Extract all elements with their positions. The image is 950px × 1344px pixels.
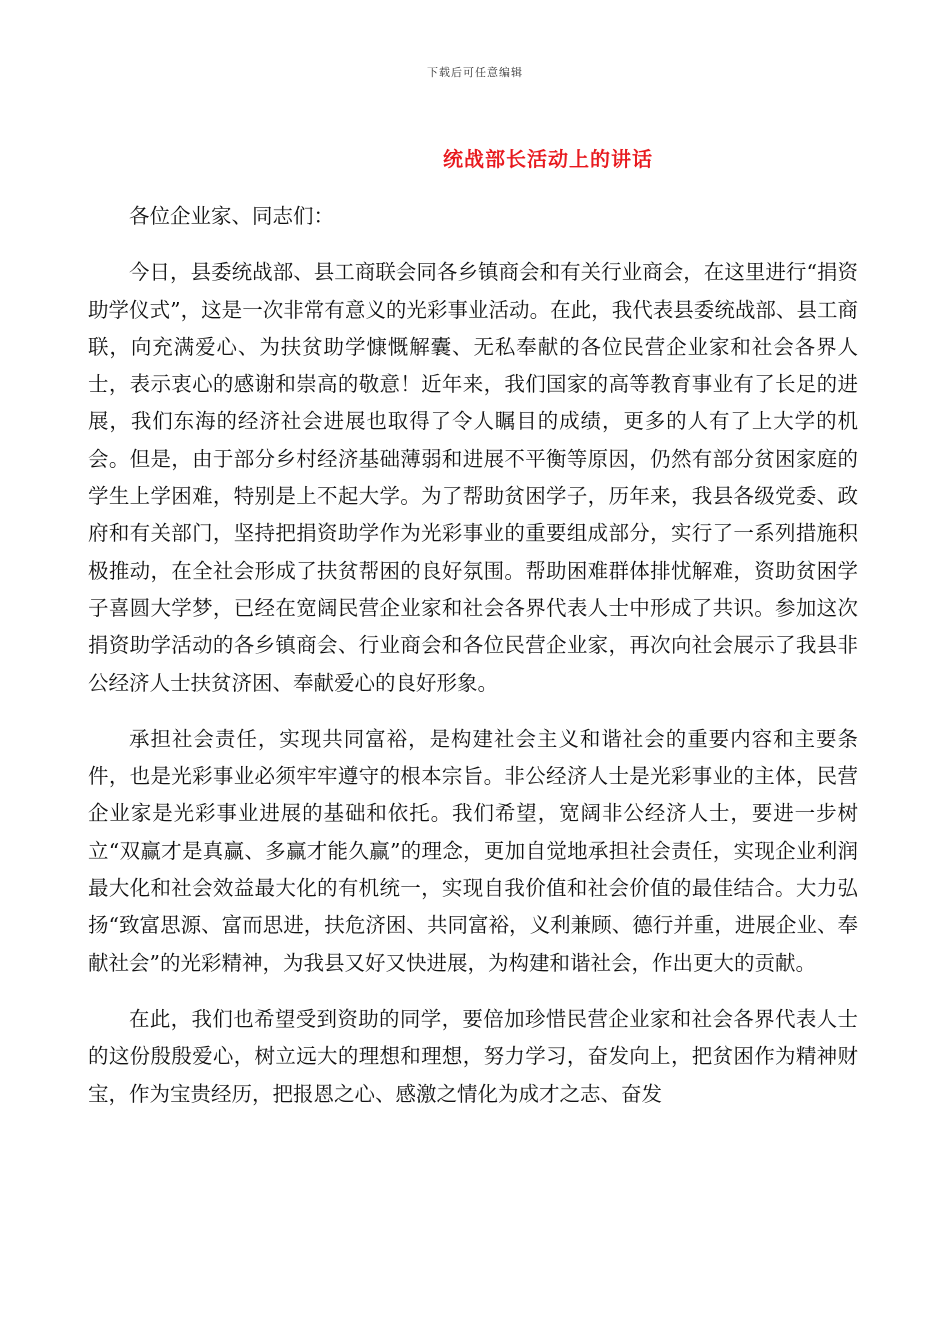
salutation: 各位企业家、同志们：	[129, 204, 334, 228]
paragraph-1: 今日，县委统战部、县工商联会同各乡镇商会和有关行业商会，在这里进行“捐资助学仪式”，这是一次非常有意义的光彩事业活动。在此，我代表县委统战部、县工商联，向充满爱心、为扶贫助学慷慨解囊、无私奉献的各位民营企业家和社会各界人士，表示衷心的感谢和崇高的敬意！近年来，我们国家的高等教育事业有了长足的进展，我们东海的经济社会进展也取得了令人瞩目的成绩，更多的人有了上大学的机会。但是，由于部分乡村经济基础薄弱和进展不平衡等原因，仍然有部分贫困家庭的学生上学困难，特别是上不起大学。为了帮助贫困学子，历年来，我县各级党委、政府和有关部门，坚持把捐资助学作为光彩事业的重要组成部分，实行了一系列措施积极推动，在全社会形成了扶贫帮困的良好氛围。帮助困难群体排忧解难，资助贫困学子喜圆大学梦，已经在宽阔民营企业家和社会各界代表人士中形成了共识。参加这次捐资助学活动的各乡镇商会、行业商会和各位民营企业家，再次向社会展示了我县非公经济人士扶贫济困、奉献爱心的良好形象。	[88, 260, 858, 695]
document-body	[88, 198, 858, 1132]
header-note: 下载后可任意编辑	[427, 66, 523, 79]
document-title: 统战部长活动上的讲话	[443, 147, 653, 171]
paragraph-2: 承担社会责任，实现共同富裕，是构建社会主义和谐社会的重要内容和主要条件，也是光彩事业必须牢牢遵守的根本宗旨。非公经济人士是光彩事业的主体，民营企业家是光彩事业进展的基础和依托。我们希望，宽阔非公经济人士，要进一步树立“双赢才是真赢、多赢才能久赢”的理念，更加自觉地承担社会责任，实现企业利润最大化和社会效益最大化的有机统一，实现自我价值和社会价值的最佳结合。大力弘扬“致富思源、富而思进，扶危济困、共同富裕，义利兼顾、德行并重，进展企业、奉献社会”的光彩精神，为我县又好又快进展，为构建和谐社会，作出更大的贡献。	[88, 726, 858, 975]
paragraph-3: 在此，我们也希望受到资助的同学，要倍加珍惜民营企业家和社会各界代表人士的这份殷殷爱心，树立远大的理想和理想，努力学习，奋发向上，把贫困作为精神财宝，作为宝贵经历，把报恩之心、感激之情化为成才之志、奋发	[88, 1006, 858, 1106]
